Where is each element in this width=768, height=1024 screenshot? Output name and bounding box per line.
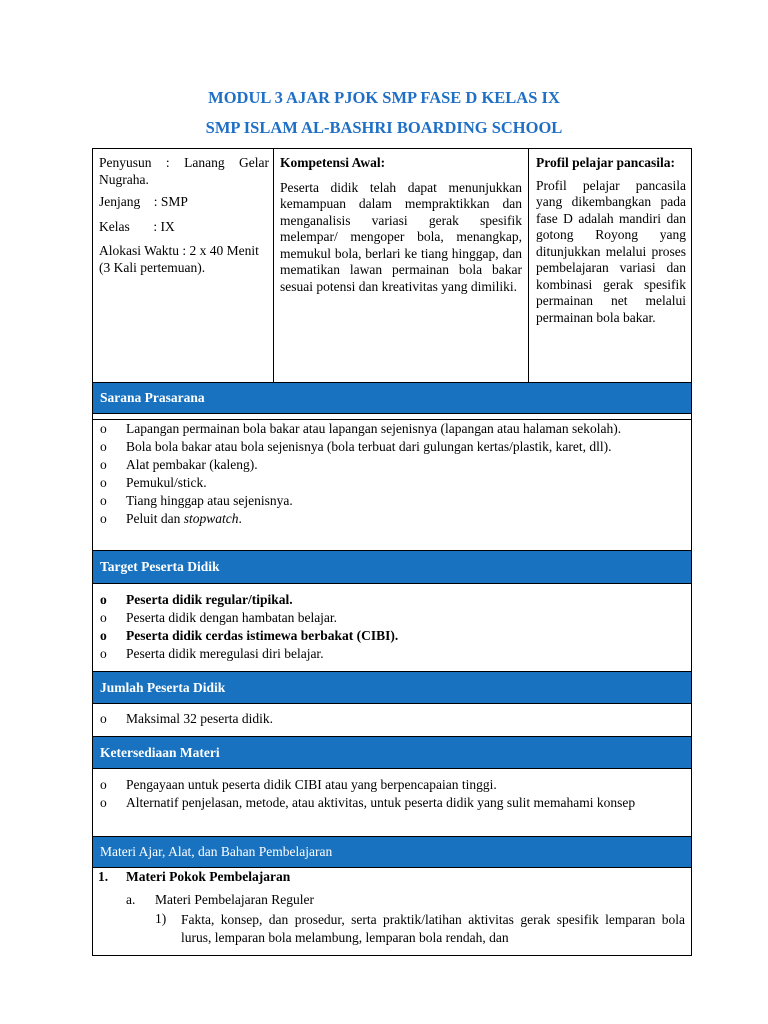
document-title: MODUL 3 AJAR PJOK SMP FASE D KELAS IX <box>208 88 560 107</box>
list-item: o Peserta didik cerdas istimewa berbakat (CIBI). <box>100 628 399 643</box>
list-item: o Maksimal 32 peserta didik. <box>100 711 273 726</box>
row-divider <box>92 768 692 769</box>
materi-heading: Materi Ajar, Alat, dan Bahan Pembelajaran <box>100 844 333 859</box>
list-item: o Peserta didik regular/tipikal. <box>100 592 293 607</box>
school-name: SMP ISLAM AL-BASHRI BOARDING SCHOOL <box>205 118 563 137</box>
target-list <box>93 591 691 663</box>
ketersediaan-materi-header <box>92 737 692 768</box>
profil-heading: Profil pelajar pancasila: <box>536 155 675 170</box>
ketersediaan-list <box>93 776 691 812</box>
list-item: o Tiang hinggap atau sejenisnya. <box>100 493 293 508</box>
target-heading: Target Peserta Didik <box>100 559 220 574</box>
row-divider <box>92 583 692 584</box>
jumlah-heading: Jumlah Peserta Didik <box>100 679 226 695</box>
row-divider <box>92 703 692 704</box>
list-item: o Lapangan permainan bola bakar atau lapangan sejenisnya (lapangan atau halaman sekolah). <box>100 421 622 436</box>
target-peserta-header <box>92 551 692 583</box>
info-cell <box>99 155 269 276</box>
alokasi-waktu-text: Alokasi Waktu : 2 x 40 Menit (3 Kali pertemuan). <box>99 243 259 275</box>
materi-pokok-heading: Materi Pokok Pembelajaran <box>126 869 291 884</box>
kompetensi-text: Peserta didik telah dapat menunjukkan kemampuan dalam mempraktikkan dan menganalisis variasi gerak spesifik melempar/ mengoper bola, menangkap, memukul bola, berlari ke tiang hinggap, dan mematikan lawan permainan bola bakar sesuai potensi dan kreativitas yang dimiliki. <box>280 179 522 294</box>
profil-text: Profil pelajar pancasila yang dikembangkan pada fase D adalah mandiri dan gotong Royong yang ditunjukkan melalui proses pembelajaran variasi dan kombinasi gerak spesifik permainan net melalui permainan bola bakar. <box>536 177 686 325</box>
column-divider <box>273 148 274 382</box>
ketersediaan-heading: Ketersediaan Materi <box>100 744 220 760</box>
row-divider <box>92 413 692 414</box>
sarana-heading: Sarana Prasarana <box>100 390 205 405</box>
list-item: o Peserta didik dengan hambatan belajar. <box>100 610 338 625</box>
column-divider <box>528 148 529 382</box>
subsection-letter: a. <box>126 892 136 907</box>
list-item: o Alat pembakar (kaleng). <box>100 457 258 472</box>
materi-ajar-header <box>92 837 692 867</box>
materi-reguler-heading: Materi Pembelajaran Reguler <box>155 892 314 907</box>
section-number: 1. <box>98 869 109 884</box>
list-item: o Pengayaan untuk peserta didik CIBI atau yang berpencapaian tinggi. <box>100 777 497 792</box>
list-item: o Pemukul/stick. <box>100 475 207 490</box>
list-item: o Bola bola bakar atau bola sejenisnya (bola terbuat dari gulungan kertas/plastik, karet, dll). <box>100 439 612 454</box>
jumlah-list <box>93 710 691 728</box>
sarana-list <box>93 420 691 528</box>
list-item: o Peluit dan stopwatch. <box>100 511 242 526</box>
kompetensi-heading: Kompetensi Awal: <box>280 155 386 170</box>
list-item: o Peserta didik meregulasi diri belajar. <box>100 646 324 661</box>
penyusun-text: Penyusun : Lanang Gelar Nugraha. <box>99 155 269 187</box>
list-item: o Alternatif penjelasan, metode, atau aktivitas, untuk peserta didik yang sulit memahami konsep <box>100 795 636 810</box>
kompetensi-awal-cell <box>280 155 522 295</box>
profil-pelajar-cell <box>536 155 686 326</box>
row-divider <box>92 867 692 868</box>
materi-reguler-text: Fakta, konsep, dan prosedur, serta praktik/latihan aktivitas gerak spesifik lemparan bola lurus, lemparan bola melambung, lemparan bola rendah, dan <box>181 912 685 945</box>
sarana-prasarana-header <box>92 383 692 413</box>
item-number: 1) <box>155 911 167 926</box>
jenjang-text: Jenjang : SMP <box>99 194 188 209</box>
jumlah-peserta-header <box>92 672 692 703</box>
kelas-text: Kelas : IX <box>99 218 175 234</box>
